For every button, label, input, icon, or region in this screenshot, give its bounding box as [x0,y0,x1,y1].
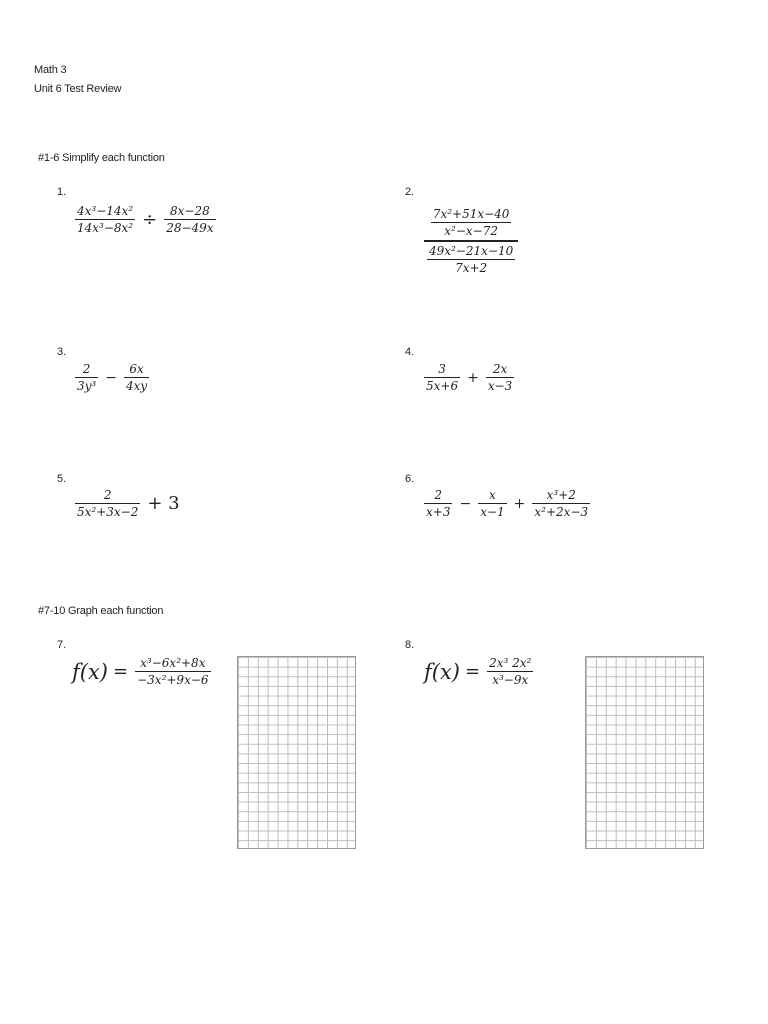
problem-7-number: 7. [57,639,67,651]
unit-title: Unit 6 Test Review [34,83,122,95]
problem-2-bottom-fraction [427,244,515,275]
problem-2-expression [424,207,518,275]
problem-6-operator-2: + [513,495,526,512]
problem-5-numerator-1: 2 [103,488,112,502]
problem-1-number: 1. [57,186,67,198]
problem-1-numerator-1: 4x³−14x² [77,204,134,218]
problem-2-bottom-denominator: 7x+2 [455,261,488,275]
problem-6-numerator-3: x³+2 [546,488,576,502]
problem-6-number: 6. [405,473,415,485]
problem-6-expression [421,488,593,519]
problem-2-top-denominator: x²−x−72 [444,224,498,238]
problem-8-expression [424,656,536,687]
problem-3-denominator-1: 3y³ [77,379,97,393]
problem-7-graph-grid [237,656,356,849]
problem-1-denominator-1: 14x³−8x² [77,221,134,235]
problem-2-bottom-numerator: 49x²−21x−10 [429,244,514,258]
problem-4-expression [421,362,517,393]
problem-4-fraction-1 [424,362,460,393]
problem-3-expression [72,362,152,393]
problem-8-equals: = [465,661,481,682]
course-title: Math 3 [34,64,67,76]
problem-8-numerator: 2x³ 2x² [489,656,532,670]
problem-7-equals: = [113,661,129,682]
problem-4-denominator-2: x−3 [487,379,513,393]
problem-3-fraction-1 [75,362,98,393]
problem-8-denominator: x³−9x [492,673,529,687]
problem-4-denominator-1: 5x+6 [426,379,459,393]
problem-1-denominator-2: 28−49x [166,221,214,235]
problem-3-numerator-2: 6x [129,362,144,376]
problem-3-numerator-1: 2 [82,362,91,376]
problem-6-denominator-3: x²+2x−3 [534,505,589,519]
problem-4-number: 4. [405,346,415,358]
problem-7-denominator: −3x²+9x−6 [137,673,209,687]
problem-4-numerator-2: 2x [492,362,508,376]
problem-6-fraction-3 [532,488,590,519]
problem-6-operator-1: − [459,495,472,512]
section-simplify-heading: #1-6 Simplify each function [38,152,165,164]
problem-5-denominator-1: 5x²+3x−2 [77,505,139,519]
problem-3-denominator-2: 4xy [125,379,148,393]
problem-1-fraction-2 [164,204,215,235]
problem-3-operator: − [105,369,117,386]
problem-5-number: 5. [57,473,67,485]
problem-1-operator: ÷ [142,209,158,230]
problem-7-function-name: f(x) [72,659,109,684]
problem-2-number: 2. [405,186,415,198]
problem-2-top-numerator: 7x²+51x−40 [432,207,510,221]
problem-7-expression [72,656,214,687]
problem-4-operator: + [467,369,479,386]
problem-5-operator: + 3 [147,493,180,514]
problem-3-number: 3. [57,346,67,358]
problem-5-expression [72,488,184,519]
problem-6-numerator-1: 2 [434,488,443,502]
problem-6-fraction-1 [424,488,452,519]
problem-5-fraction-1 [75,488,140,519]
problem-6-denominator-1: x+3 [426,505,451,519]
problem-4-fraction-2 [486,362,514,393]
problem-2-complex-fraction [424,207,518,275]
problem-8-fraction [487,656,533,687]
problem-2-main-bar [424,240,518,242]
problem-8-graph-grid [585,656,704,849]
problem-2-top-fraction [431,207,512,238]
problem-7-fraction [135,656,210,687]
problem-6-fraction-2 [478,488,506,519]
problem-1-fraction-1 [75,204,135,235]
problem-8-function-name: f(x) [424,659,461,684]
problem-6-denominator-2: x−1 [480,505,505,519]
problem-7-numerator: x³−6x²+8x [140,656,206,670]
problem-1-numerator-2: 8x−28 [170,204,210,218]
section-graph-heading: #7-10 Graph each function [38,605,164,617]
problem-3-fraction-2 [124,362,149,393]
problem-1-expression [72,204,219,235]
problem-6-numerator-2: x [489,488,496,502]
problem-4-numerator-1: 3 [438,362,446,376]
problem-8-number: 8. [405,639,415,651]
